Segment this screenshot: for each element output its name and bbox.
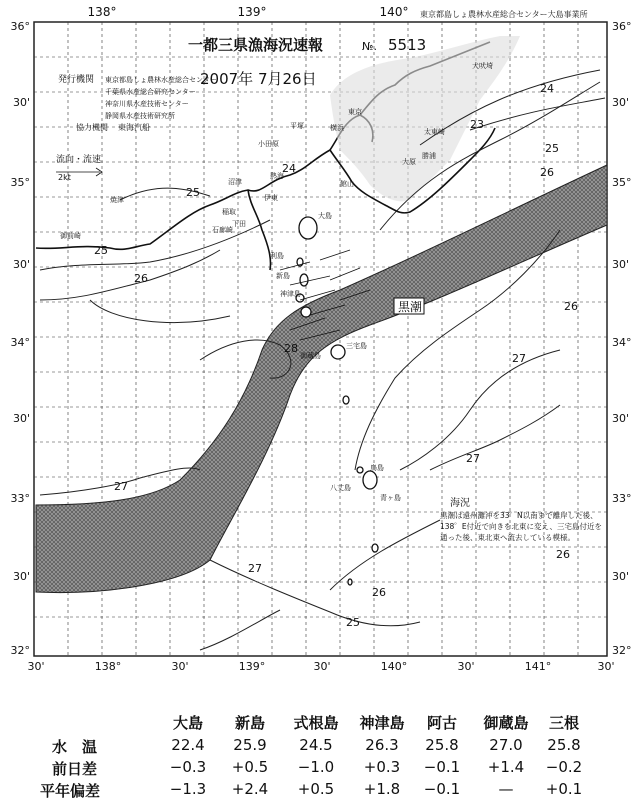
lon-labels-bottom (27, 660, 614, 673)
lat-left-6: 33° (10, 492, 30, 505)
contour-label: 28 (284, 342, 298, 355)
table-cell: +0.1 (545, 780, 583, 798)
lat-right-3: 30' (612, 258, 630, 271)
place-taito: 太東崎 (424, 128, 445, 136)
lat-left-5: 30' (12, 412, 30, 425)
kuroshio-label: 黒潮 (398, 300, 423, 314)
table-row (0, 736, 640, 756)
contour-label: 24 (540, 82, 554, 95)
lat-left-1: 30' (12, 96, 30, 109)
place-toshima: 利島 (270, 252, 284, 260)
station-name: 三根 (548, 714, 579, 732)
table-row (0, 780, 640, 800)
contour-label: 25 (545, 142, 559, 155)
table-row (0, 758, 640, 778)
map-title: 一都三県漁海況速報 (188, 36, 324, 54)
contour-label: 26 (372, 586, 386, 599)
lat-left-8: 32° (10, 644, 30, 657)
lon-bottom-6: 30' (457, 660, 475, 673)
issue-date: 2007年 7月26日 (200, 70, 317, 88)
place-yokohama: 横浜 (330, 124, 344, 132)
table-cell: 25.8 (425, 736, 459, 754)
issuer-4: 静岡県水産技術研究所 (105, 112, 175, 120)
contour-label: 27 (466, 452, 480, 465)
place-ito: 伊東 (264, 194, 278, 202)
cooperation-name: 東海汽船 (118, 123, 150, 132)
notes-text: 黒潮は遠州灘沖を33゜N以南まで離岸した後、138゜E付近で向きを北東に変え、三宅島付近を通った後、東北東へ流去している模様。 (440, 511, 603, 542)
table-cell: +2.4 (231, 780, 269, 798)
lon-bottom-3: 139° (238, 660, 266, 673)
issue-number: 5513 (388, 36, 427, 54)
lon-bottom-5: 140° (380, 660, 408, 673)
table-cell: −1.3 (169, 780, 207, 798)
place-ohara: 大原 (402, 158, 416, 166)
cooperation-label: 協力機関 (76, 123, 108, 132)
table-cell: 25.8 (547, 736, 581, 754)
place-niijima: 新島 (276, 272, 290, 280)
contour-label: 24 (282, 162, 296, 175)
place-oshima: 大島 (318, 212, 332, 220)
row-label: 前日差 (52, 760, 98, 778)
place-hiratsuka: 平塚 (290, 122, 304, 130)
place-tateyama: 館山 (340, 180, 354, 188)
contour-label: 26 (540, 166, 554, 179)
contour-label: 23 (470, 118, 484, 131)
station-name: 神津島 (359, 714, 405, 732)
table-cell: +0.5 (231, 758, 269, 776)
place-omaezaki: 御前崎 (60, 232, 81, 240)
issue-number-label: №. (362, 40, 377, 53)
contour-label: 27 (512, 352, 526, 365)
station-name: 式根島 (293, 714, 339, 732)
lon-top-139: 139° (237, 5, 267, 19)
lon-top-140: 140° (379, 5, 409, 19)
lat-right-5: 30' (612, 412, 630, 425)
place-atami: 熱海 (270, 172, 284, 180)
flow-legend: 流向・流速 (56, 155, 102, 165)
table-cell: — (498, 780, 514, 798)
issuer-1: 東京都島しょ農林水産総合センター (105, 76, 217, 84)
contour-label: 25 (186, 186, 200, 199)
place-yaizu: 焼津 (110, 196, 124, 204)
place-torishima: 鳥島 (370, 464, 384, 472)
place-mikura: 御蔵島 (300, 352, 321, 360)
place-katsuura: 勝浦 (422, 152, 436, 160)
station-name: 御蔵島 (483, 714, 529, 732)
table-cell: 22.4 (171, 736, 205, 754)
contour-label: 27 (114, 480, 128, 493)
place-numazu: 沼津 (228, 178, 242, 186)
table-cell: −1.0 (297, 758, 335, 776)
place-irozaki: 石廊崎 (212, 226, 233, 234)
station-name: 大島 (172, 714, 203, 732)
table-cell: +1.8 (363, 780, 401, 798)
lon-bottom-7: 141° (524, 660, 552, 673)
place-shimoda: 下田 (232, 220, 246, 228)
table-cell: −0.1 (423, 758, 461, 776)
issuer-3: 神奈川県水産技術センター (105, 100, 189, 108)
station-header-row (0, 712, 640, 732)
table-cell: 24.5 (299, 736, 333, 754)
contour-label: 26 (556, 548, 570, 561)
lon-bottom-0: 30' (27, 660, 45, 673)
contour-label: 25 (346, 616, 360, 629)
notes-text-box (440, 510, 605, 574)
lon-bottom-4: 30' (313, 660, 331, 673)
flow-speed: 2kt (58, 173, 71, 182)
lat-labels-right (612, 20, 632, 657)
corner-label: 東京都島しょ農林水産総合センター大島事業所 (420, 10, 588, 19)
lon-bottom-2: 30' (171, 660, 189, 673)
lat-right-7: 30' (612, 570, 630, 583)
table-cell: +0.5 (297, 780, 335, 798)
lat-right-4: 34° (612, 336, 632, 349)
place-inatori: 稲取 (222, 208, 236, 216)
lat-right-1: 30' (612, 96, 630, 109)
lat-right-0: 36° (612, 20, 632, 33)
table-cell: +0.3 (363, 758, 401, 776)
place-inubo: 犬吠埼 (472, 62, 493, 70)
place-hachijo: 八丈島 (330, 484, 351, 492)
lon-labels-top (88, 5, 409, 19)
table-cell: −0.1 (423, 780, 461, 798)
contour-label: 25 (94, 244, 108, 257)
place-miyake: 三宅島 (346, 342, 367, 350)
table-cell: −0.3 (169, 758, 207, 776)
table-cell: +1.4 (487, 758, 525, 776)
lat-left-2: 35° (10, 176, 30, 189)
lat-left-3: 30' (12, 258, 30, 271)
lat-left-0: 36° (10, 20, 30, 33)
table-cell: 27.0 (489, 736, 523, 754)
place-odawara: 小田原 (258, 140, 279, 148)
station-name: 阿古 (426, 714, 457, 732)
lon-bottom-1: 138° (94, 660, 122, 673)
lat-left-7: 30' (12, 570, 30, 583)
lat-labels-left (11, 20, 31, 657)
place-aogashima: 青ヶ島 (380, 494, 401, 502)
table-cell: −0.2 (545, 758, 583, 776)
lat-left-4: 34° (10, 336, 30, 349)
place-kozushima: 神津島 (280, 290, 301, 298)
table-cell: 26.3 (365, 736, 399, 754)
row-label: 平年偏差 (40, 782, 101, 800)
lat-right-2: 35° (612, 176, 632, 189)
lat-right-6: 33° (612, 492, 632, 505)
row-label: 水 温 (52, 738, 98, 756)
lon-top-138: 138° (87, 5, 117, 19)
issuer-2: 千葉県水産総合研究センター (105, 88, 196, 96)
place-tokyo: 東京 (348, 108, 362, 116)
notes-heading: 海況 (450, 498, 470, 509)
contour-label: 26 (564, 300, 578, 313)
contour-label: 27 (248, 562, 262, 575)
table-cell: 25.9 (233, 736, 267, 754)
contour-label: 26 (134, 272, 148, 285)
lat-right-8: 32° (612, 644, 632, 657)
issuer-label: 発行機関 (58, 75, 95, 85)
lon-bottom-8: 30' (597, 660, 615, 673)
station-name: 新島 (234, 714, 265, 732)
water-temperature-table (0, 712, 640, 810)
